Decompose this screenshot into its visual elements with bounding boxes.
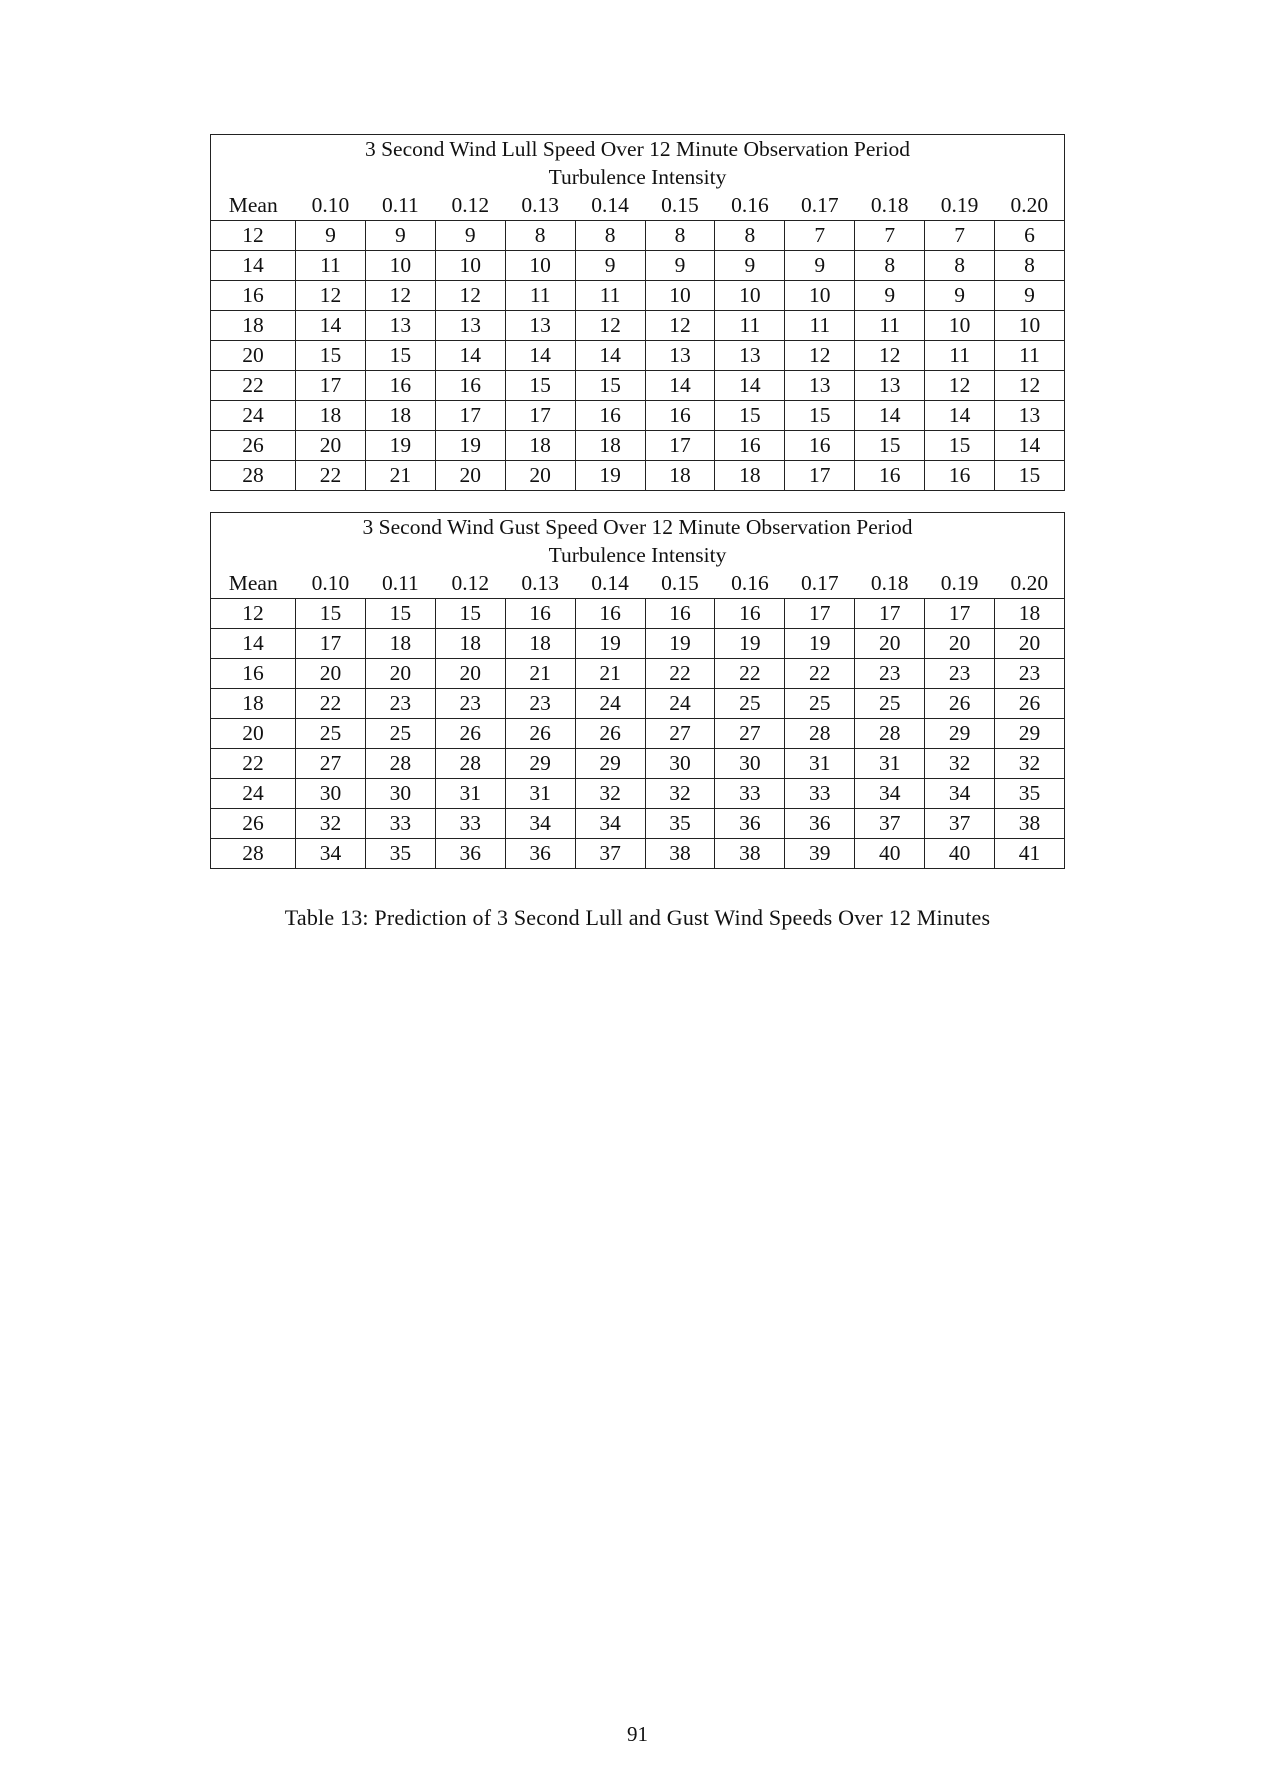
table-cell: 35 bbox=[645, 809, 715, 839]
table-cell: 16 bbox=[645, 401, 715, 431]
table-cell: 19 bbox=[365, 431, 435, 461]
table-cell: 8 bbox=[715, 221, 785, 251]
table-cell: 14 bbox=[925, 401, 995, 431]
table-row bbox=[211, 719, 1065, 749]
column-header: 0.10 bbox=[311, 193, 350, 217]
table-cell: 9 bbox=[925, 281, 995, 311]
table-subtitle-row bbox=[211, 163, 1065, 191]
table-cell: 8 bbox=[995, 251, 1065, 281]
table-cell: 26 bbox=[575, 719, 645, 749]
table-cell: 30 bbox=[365, 779, 435, 809]
table-cell: 25 bbox=[296, 719, 366, 749]
table-cell: 27 bbox=[645, 719, 715, 749]
table-cell: 15 bbox=[505, 371, 575, 401]
table-cell: 7 bbox=[855, 221, 925, 251]
table-cell: 30 bbox=[645, 749, 715, 779]
table-cell: 15 bbox=[785, 401, 855, 431]
table-cell: 25 bbox=[855, 689, 925, 719]
row-mean-cell: 26 bbox=[211, 431, 296, 461]
table-cell: 15 bbox=[365, 341, 435, 371]
table-row bbox=[211, 281, 1065, 311]
table-cell: 22 bbox=[296, 461, 366, 491]
table-cell: 13 bbox=[715, 341, 785, 371]
table-cell: 21 bbox=[575, 659, 645, 689]
table-cell: 11 bbox=[505, 281, 575, 311]
table-cell: 12 bbox=[435, 281, 505, 311]
table-cell: 14 bbox=[575, 341, 645, 371]
table-cell: 13 bbox=[855, 371, 925, 401]
table-cell: 37 bbox=[855, 809, 925, 839]
lull-speed-table bbox=[210, 134, 1065, 491]
table-cell: 19 bbox=[575, 461, 645, 491]
column-header: 0.14 bbox=[591, 193, 629, 217]
table-cell: 10 bbox=[925, 311, 995, 341]
table-cell: 13 bbox=[645, 341, 715, 371]
table-cell: 16 bbox=[925, 461, 995, 491]
table-cell: 11 bbox=[785, 311, 855, 341]
table-cell: 23 bbox=[365, 689, 435, 719]
table-cell: 21 bbox=[365, 461, 435, 491]
table-cell: 34 bbox=[296, 839, 366, 869]
row-mean-cell: 22 bbox=[211, 749, 296, 779]
column-header: 0.11 bbox=[381, 571, 419, 595]
table-cell: 10 bbox=[505, 251, 575, 281]
row-mean-cell: 14 bbox=[211, 251, 296, 281]
table-cell: 21 bbox=[505, 659, 575, 689]
table-cell: 20 bbox=[435, 659, 505, 689]
table-cell: 25 bbox=[785, 689, 855, 719]
table-cell: 17 bbox=[505, 401, 575, 431]
table-cell: 33 bbox=[715, 779, 785, 809]
table-cell: 30 bbox=[715, 749, 785, 779]
row-mean-cell: 12 bbox=[211, 599, 296, 629]
table-cell: 17 bbox=[435, 401, 505, 431]
table-cell: 27 bbox=[715, 719, 785, 749]
table-cell: 32 bbox=[575, 779, 645, 809]
table-cell: 17 bbox=[296, 371, 366, 401]
table-cell: 12 bbox=[365, 281, 435, 311]
table-cell: 9 bbox=[715, 251, 785, 281]
table-cell: 25 bbox=[365, 719, 435, 749]
table-cell: 36 bbox=[785, 809, 855, 839]
table-cell: 36 bbox=[435, 839, 505, 869]
table-cell: 24 bbox=[575, 689, 645, 719]
table-cell: 29 bbox=[995, 719, 1065, 749]
table-cell: 34 bbox=[855, 779, 925, 809]
table-cell: 11 bbox=[296, 251, 366, 281]
table-cell: 17 bbox=[925, 599, 995, 629]
table-cell: 22 bbox=[296, 689, 366, 719]
table-row bbox=[211, 311, 1065, 341]
table-cell: 15 bbox=[855, 431, 925, 461]
table-cell: 31 bbox=[435, 779, 505, 809]
table-cell: 20 bbox=[365, 659, 435, 689]
gust-table-body bbox=[211, 513, 1065, 869]
table-cell: 7 bbox=[925, 221, 995, 251]
table-cell: 12 bbox=[855, 341, 925, 371]
table-cell: 34 bbox=[575, 809, 645, 839]
table-cell: 16 bbox=[715, 599, 785, 629]
table-row bbox=[211, 461, 1065, 491]
table-cell: 7 bbox=[785, 221, 855, 251]
table-cell: 18 bbox=[505, 431, 575, 461]
table-cell: 11 bbox=[715, 311, 785, 341]
table-cell: 9 bbox=[575, 251, 645, 281]
table-cell: 15 bbox=[365, 599, 435, 629]
table-cell: 10 bbox=[365, 251, 435, 281]
column-header: 0.12 bbox=[451, 571, 490, 595]
lull-table-body bbox=[211, 135, 1065, 491]
table-row bbox=[211, 689, 1065, 719]
row-mean-cell: 26 bbox=[211, 809, 296, 839]
table-cell: 20 bbox=[296, 431, 366, 461]
table-cell: 31 bbox=[785, 749, 855, 779]
table-cell: 32 bbox=[925, 749, 995, 779]
table-row bbox=[211, 629, 1065, 659]
table-cell: 18 bbox=[995, 599, 1065, 629]
table-cell: 38 bbox=[645, 839, 715, 869]
column-header: 0.16 bbox=[731, 193, 769, 217]
table-subtitle-row bbox=[211, 541, 1065, 569]
table-row bbox=[211, 779, 1065, 809]
table-header-row bbox=[211, 569, 1065, 599]
table-cell: 29 bbox=[505, 749, 575, 779]
table-row bbox=[211, 221, 1065, 251]
table-header-row bbox=[211, 191, 1065, 221]
table-cell: 19 bbox=[435, 431, 505, 461]
table-cell: 23 bbox=[995, 659, 1065, 689]
table-cell: 12 bbox=[645, 311, 715, 341]
column-header: 0.18 bbox=[870, 193, 909, 217]
table-cell: 28 bbox=[785, 719, 855, 749]
table-subtitle: Turbulence Intensity bbox=[548, 543, 727, 567]
table-cell: 19 bbox=[785, 629, 855, 659]
table-cell: 14 bbox=[645, 371, 715, 401]
table-cell: 11 bbox=[855, 311, 925, 341]
table-cell: 24 bbox=[645, 689, 715, 719]
table-cell: 22 bbox=[645, 659, 715, 689]
row-mean-cell: 12 bbox=[211, 221, 296, 251]
table-row bbox=[211, 599, 1065, 629]
table-cell: 22 bbox=[715, 659, 785, 689]
table-cell: 34 bbox=[505, 809, 575, 839]
table-row bbox=[211, 371, 1065, 401]
row-mean-cell: 20 bbox=[211, 719, 296, 749]
table-cell: 18 bbox=[365, 629, 435, 659]
table-cell: 22 bbox=[785, 659, 855, 689]
table-cell: 14 bbox=[296, 311, 366, 341]
column-header: 0.18 bbox=[870, 571, 909, 595]
table-cell: 20 bbox=[296, 659, 366, 689]
table-cell: 17 bbox=[855, 599, 925, 629]
table-title: 3 Second Wind Lull Speed Over 12 Minute Observation Period bbox=[364, 137, 911, 161]
table-title: 3 Second Wind Gust Speed Over 12 Minute Observation Period bbox=[362, 515, 913, 539]
table-cell: 16 bbox=[365, 371, 435, 401]
table-cell: 6 bbox=[995, 221, 1065, 251]
page-number: 91 bbox=[627, 1722, 648, 1746]
column-header: 0.11 bbox=[381, 193, 419, 217]
table-cell: 12 bbox=[925, 371, 995, 401]
table-cell: 16 bbox=[575, 401, 645, 431]
table-cell: 13 bbox=[785, 371, 855, 401]
table-cell: 32 bbox=[645, 779, 715, 809]
table-cell: 41 bbox=[995, 839, 1065, 869]
table-cell: 11 bbox=[575, 281, 645, 311]
column-header: 0.17 bbox=[800, 571, 839, 595]
row-mean-cell: 16 bbox=[211, 659, 296, 689]
table-row bbox=[211, 839, 1065, 869]
table-cell: 38 bbox=[715, 839, 785, 869]
table-cell: 36 bbox=[505, 839, 575, 869]
table-cell: 14 bbox=[435, 341, 505, 371]
table-cell: 27 bbox=[296, 749, 366, 779]
table-cell: 13 bbox=[435, 311, 505, 341]
table-cell: 9 bbox=[855, 281, 925, 311]
table-cell: 14 bbox=[715, 371, 785, 401]
column-header: 0.15 bbox=[661, 571, 699, 595]
table-cell: 26 bbox=[505, 719, 575, 749]
table-cell: 18 bbox=[575, 431, 645, 461]
table-cell: 23 bbox=[505, 689, 575, 719]
table-cell: 16 bbox=[575, 599, 645, 629]
table-row bbox=[211, 431, 1065, 461]
column-header-mean: Mean bbox=[228, 571, 278, 595]
row-mean-cell: 22 bbox=[211, 371, 296, 401]
table-row bbox=[211, 659, 1065, 689]
table-cell: 18 bbox=[296, 401, 366, 431]
table-cell: 9 bbox=[435, 221, 505, 251]
table-cell: 34 bbox=[925, 779, 995, 809]
table-title-row bbox=[211, 513, 1065, 542]
table-cell: 20 bbox=[855, 629, 925, 659]
column-header: 0.20 bbox=[1010, 571, 1049, 595]
table-cell: 17 bbox=[296, 629, 366, 659]
table-cell: 13 bbox=[365, 311, 435, 341]
table-cell: 18 bbox=[365, 401, 435, 431]
table-cell: 18 bbox=[505, 629, 575, 659]
table-cell: 20 bbox=[505, 461, 575, 491]
table-cell: 17 bbox=[645, 431, 715, 461]
table-row bbox=[211, 401, 1065, 431]
table-cell: 8 bbox=[925, 251, 995, 281]
row-mean-cell: 16 bbox=[211, 281, 296, 311]
table-row bbox=[211, 809, 1065, 839]
table-row bbox=[211, 251, 1065, 281]
row-mean-cell: 18 bbox=[211, 311, 296, 341]
column-header: 0.16 bbox=[731, 571, 769, 595]
table-cell: 9 bbox=[645, 251, 715, 281]
table-cell: 30 bbox=[296, 779, 366, 809]
table-cell: 10 bbox=[995, 311, 1065, 341]
table-cell: 16 bbox=[435, 371, 505, 401]
table-cell: 32 bbox=[296, 809, 366, 839]
column-header-mean: Mean bbox=[228, 193, 278, 217]
table-cell: 8 bbox=[855, 251, 925, 281]
column-header: 0.19 bbox=[940, 571, 979, 595]
table-cell: 23 bbox=[925, 659, 995, 689]
table-cell: 32 bbox=[995, 749, 1065, 779]
table-cell: 36 bbox=[715, 809, 785, 839]
table-cell: 11 bbox=[925, 341, 995, 371]
table-cell: 29 bbox=[575, 749, 645, 779]
table-cell: 23 bbox=[855, 659, 925, 689]
table-cell: 10 bbox=[435, 251, 505, 281]
table-cell: 15 bbox=[296, 341, 366, 371]
table-cell: 20 bbox=[995, 629, 1065, 659]
table-cell: 37 bbox=[575, 839, 645, 869]
table-cell: 26 bbox=[995, 689, 1065, 719]
row-mean-cell: 20 bbox=[211, 341, 296, 371]
table-cell: 16 bbox=[505, 599, 575, 629]
table-cell: 14 bbox=[505, 341, 575, 371]
table-cell: 33 bbox=[365, 809, 435, 839]
table-cell: 17 bbox=[785, 599, 855, 629]
table-cell: 40 bbox=[925, 839, 995, 869]
table-cell: 18 bbox=[435, 629, 505, 659]
table-cell: 26 bbox=[925, 689, 995, 719]
table-cell: 13 bbox=[505, 311, 575, 341]
table-cell: 15 bbox=[995, 461, 1065, 491]
table-cell: 9 bbox=[995, 281, 1065, 311]
table-row bbox=[211, 341, 1065, 371]
table-cell: 16 bbox=[715, 431, 785, 461]
column-header: 0.15 bbox=[661, 193, 699, 217]
table-cell: 26 bbox=[435, 719, 505, 749]
table-cell: 39 bbox=[785, 839, 855, 869]
row-mean-cell: 18 bbox=[211, 689, 296, 719]
table-cell: 19 bbox=[645, 629, 715, 659]
column-header: 0.10 bbox=[311, 571, 350, 595]
table-cell: 23 bbox=[435, 689, 505, 719]
table-cell: 16 bbox=[645, 599, 715, 629]
table-cell: 31 bbox=[505, 779, 575, 809]
gust-speed-table bbox=[210, 512, 1065, 869]
table-cell: 31 bbox=[855, 749, 925, 779]
table-cell: 12 bbox=[785, 341, 855, 371]
table-cell: 10 bbox=[785, 281, 855, 311]
column-header: 0.13 bbox=[521, 193, 559, 217]
row-mean-cell: 14 bbox=[211, 629, 296, 659]
table-row bbox=[211, 749, 1065, 779]
table-subtitle: Turbulence Intensity bbox=[548, 165, 727, 189]
table-cell: 33 bbox=[435, 809, 505, 839]
column-header: 0.14 bbox=[591, 571, 629, 595]
table-cell: 9 bbox=[785, 251, 855, 281]
row-mean-cell: 28 bbox=[211, 461, 296, 491]
table-cell: 8 bbox=[645, 221, 715, 251]
table-cell: 37 bbox=[925, 809, 995, 839]
column-header: 0.12 bbox=[451, 193, 490, 217]
table-cell: 15 bbox=[715, 401, 785, 431]
table-cell: 35 bbox=[995, 779, 1065, 809]
table-cell: 20 bbox=[925, 629, 995, 659]
table-cell: 19 bbox=[575, 629, 645, 659]
table-cell: 15 bbox=[296, 599, 366, 629]
row-mean-cell: 24 bbox=[211, 401, 296, 431]
table-cell: 10 bbox=[645, 281, 715, 311]
table-cell: 12 bbox=[296, 281, 366, 311]
table-title-row bbox=[211, 135, 1065, 164]
table-cell: 14 bbox=[855, 401, 925, 431]
table-cell: 38 bbox=[995, 809, 1065, 839]
table-cell: 13 bbox=[995, 401, 1065, 431]
row-mean-cell: 24 bbox=[211, 779, 296, 809]
table-cell: 28 bbox=[855, 719, 925, 749]
table-cell: 8 bbox=[575, 221, 645, 251]
table-cell: 10 bbox=[715, 281, 785, 311]
table-cell: 25 bbox=[715, 689, 785, 719]
table-cell: 35 bbox=[365, 839, 435, 869]
table-cell: 16 bbox=[855, 461, 925, 491]
table-caption: Table 13: Prediction of 3 Second Lull and Gust Wind Speeds Over 12 Minutes bbox=[284, 905, 991, 930]
column-header: 0.17 bbox=[800, 193, 839, 217]
column-header: 0.13 bbox=[521, 571, 559, 595]
table-cell: 19 bbox=[715, 629, 785, 659]
table-cell: 29 bbox=[925, 719, 995, 749]
row-mean-cell: 28 bbox=[211, 839, 296, 869]
table-cell: 15 bbox=[435, 599, 505, 629]
table-cell: 28 bbox=[365, 749, 435, 779]
table-cell: 17 bbox=[785, 461, 855, 491]
table-cell: 8 bbox=[505, 221, 575, 251]
table-cell: 33 bbox=[785, 779, 855, 809]
table-cell: 9 bbox=[365, 221, 435, 251]
table-cell: 9 bbox=[296, 221, 366, 251]
column-header: 0.19 bbox=[940, 193, 979, 217]
column-header: 0.20 bbox=[1010, 193, 1049, 217]
table-cell: 20 bbox=[435, 461, 505, 491]
table-cell: 15 bbox=[575, 371, 645, 401]
table-cell: 14 bbox=[995, 431, 1065, 461]
table-cell: 12 bbox=[995, 371, 1065, 401]
table-cell: 15 bbox=[925, 431, 995, 461]
table-cell: 18 bbox=[645, 461, 715, 491]
table-cell: 12 bbox=[575, 311, 645, 341]
table-cell: 28 bbox=[435, 749, 505, 779]
table-cell: 18 bbox=[715, 461, 785, 491]
table-cell: 11 bbox=[995, 341, 1065, 371]
table-cell: 40 bbox=[855, 839, 925, 869]
table-cell: 16 bbox=[785, 431, 855, 461]
